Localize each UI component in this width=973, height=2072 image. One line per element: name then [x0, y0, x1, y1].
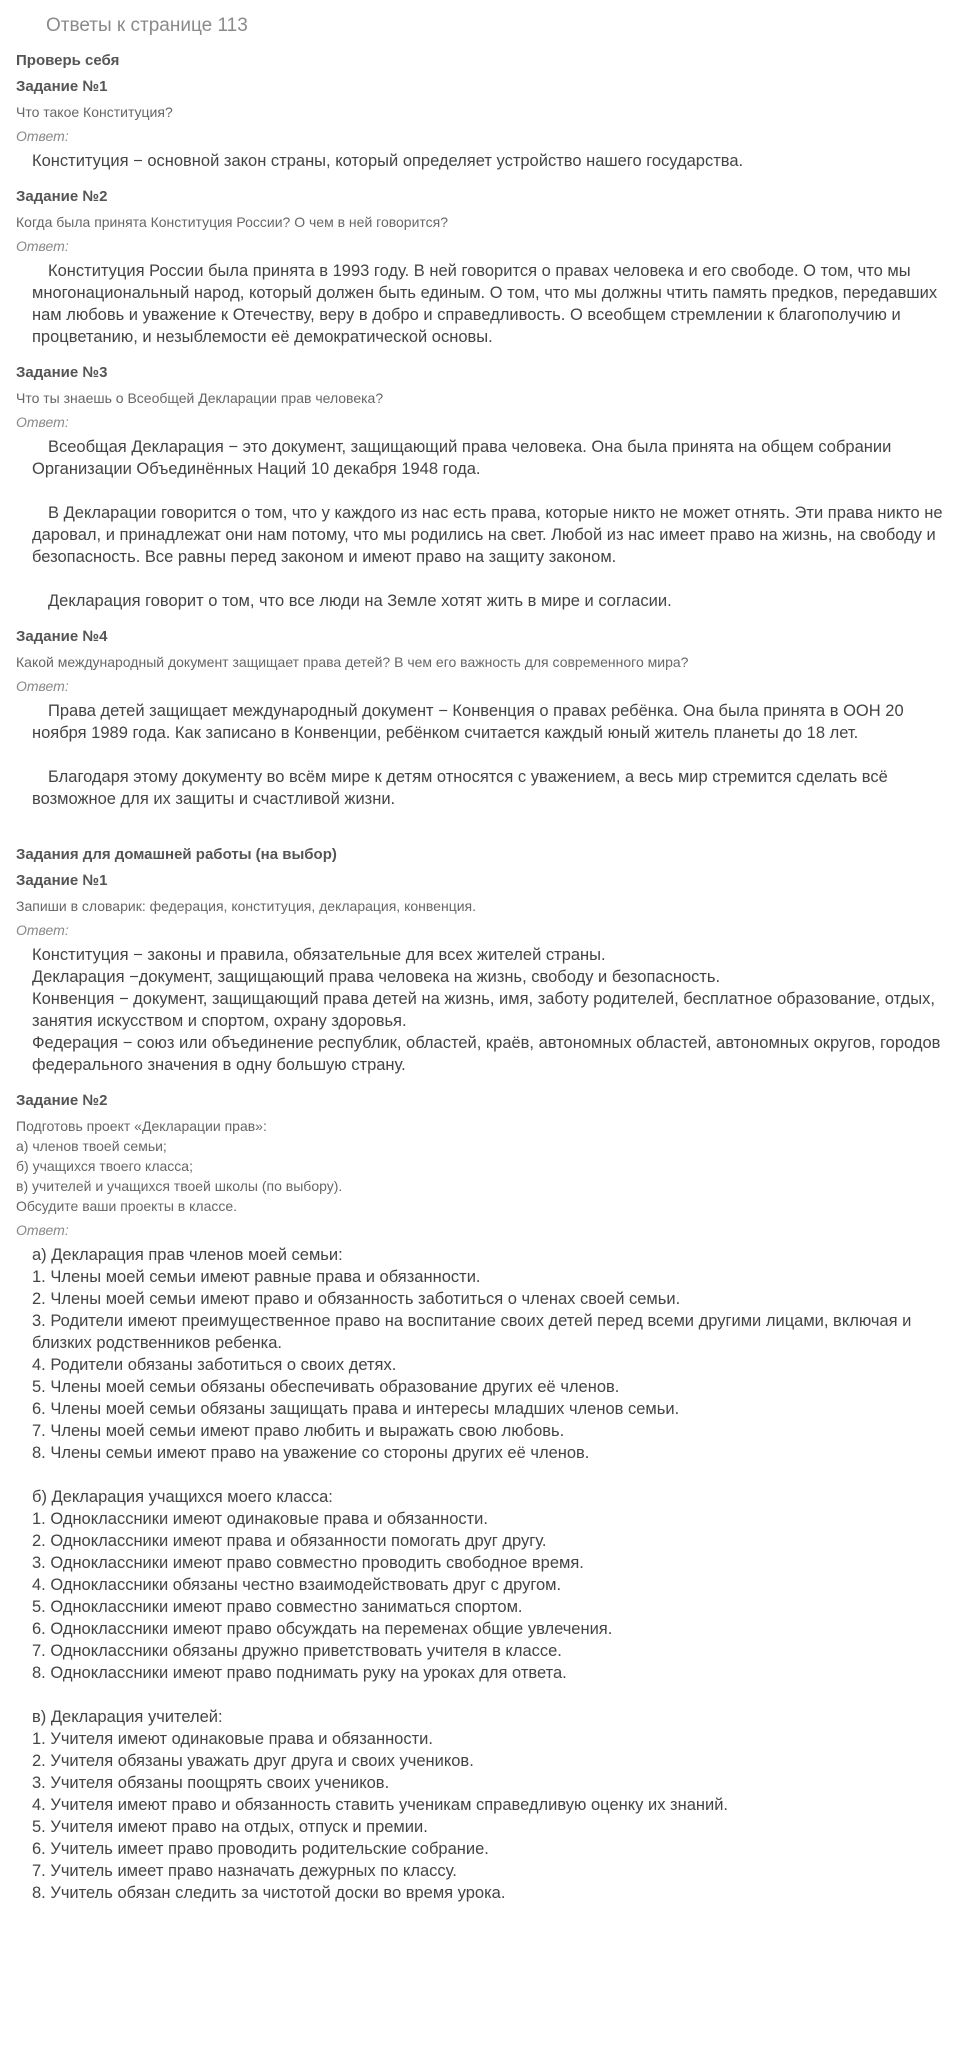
task-block — [16, 870, 957, 1076]
answer-paragraph: Благодаря этому документу во всём мире к детям относятся с уважением, а весь мир стремится сделать всё возможное для их защиты и счастливой жизни. — [32, 768, 888, 808]
declaration-item: 2. Одноклассники имеют права и обязанности помогать друг другу. — [32, 1532, 547, 1550]
declaration-item: 4. Родители обязаны заботиться о своих детях. — [32, 1356, 397, 1374]
task-title: Задание №1 — [16, 78, 108, 95]
declaration-item: 3. Учителя обязаны поощрять своих учеников. — [32, 1774, 390, 1792]
task-block — [16, 362, 957, 612]
task-block — [16, 186, 957, 348]
declaration-item: 3. Одноклассники имеют право совместно проводить свободное время. — [32, 1554, 584, 1572]
definition-line: Конституция − законы и правила, обязательные для всех жителей страны. — [32, 946, 606, 964]
task-title: Задание №2 — [16, 188, 108, 205]
declaration-item: 1. Учителя имеют одинаковые права и обязанности. — [32, 1730, 433, 1748]
definition-line: Федерация − союз или объединение республик, областей, краёв, автономных областей, автономных округов, городов федерального значения в одну большую страну. — [32, 1034, 941, 1074]
answer-paragraph: Декларация говорит о том, что все люди на Земле хотят жить в мире и согласии. — [48, 592, 672, 610]
answer-paragraph: В Декларации говорится о том, что у каждого из нас есть права, которые никто не может отнять. Эти права никто не даровал, и принадлежат они нам потому, что мы родились на свет. Любой из нас имеет право на жизнь, на свободу и безопасность. Все равны перед законом и имеют право на защиту законом. — [32, 504, 943, 566]
answer-text — [16, 944, 957, 1076]
task-title: Задание №4 — [16, 628, 108, 645]
task-question: Когда была принята Конституция России? О чем в ней говорится? — [16, 214, 449, 230]
question-line: б) учащихся твоего класса; — [16, 1158, 193, 1174]
declaration-item: 8. Одноклассники имеют право поднимать руку на уроках для ответа. — [32, 1664, 567, 1682]
definition-line: Декларация −документ, защищающий права человека на жизнь, свободу и безопасность. — [32, 968, 721, 986]
declaration-item: 8. Члены семьи имеют право на уважение со стороны других её членов. — [32, 1444, 590, 1462]
answer-label: Ответ: — [16, 414, 69, 430]
declaration-item: 1. Члены моей семьи имеют равные права и обязанности. — [32, 1268, 481, 1286]
declaration-item: 8. Учитель обязан следить за чистотой доски во время урока. — [32, 1884, 506, 1902]
question-line: Подготовь проект «Декларации прав»: — [16, 1118, 267, 1134]
task-block — [16, 626, 957, 810]
task-question: Какой международный документ защищает права детей? В чем его важность для современного мира? — [16, 654, 689, 670]
task-title: Задание №3 — [16, 364, 108, 381]
task-block — [16, 1090, 957, 1904]
section-title-homework: Задания для домашней работы (на выбор) — [16, 846, 337, 863]
declaration-item: 6. Учитель имеет право проводить родительские собрание. — [32, 1840, 489, 1858]
declaration-item: 5. Одноклассники имеют право совместно заниматься спортом. — [32, 1598, 523, 1616]
task-title: Задание №2 — [16, 1092, 108, 1109]
answer-paragraph: Всеобщая Декларация − это документ, защищающий права человека. Она была принята на общем собрании Организации Объединённых Наций 10 декабря 1948 года. — [32, 438, 892, 478]
page-title: Ответы к странице 113 — [46, 15, 248, 36]
answer-label: Ответ: — [16, 1222, 69, 1238]
section-title-check-yourself: Проверь себя — [16, 52, 120, 69]
task-question: Что такое Конституция? — [16, 104, 173, 120]
declaration-item: 6. Члены моей семьи обязаны защищать права и интересы младших членов семьи. — [32, 1400, 680, 1418]
task-question: Запиши в словарик: федерация, конституция, декларация, конвенция. — [16, 898, 476, 914]
declaration-heading: б) Декларация учащихся моего класса: — [32, 1488, 333, 1506]
task-title: Задание №1 — [16, 872, 108, 889]
answer-label: Ответ: — [16, 678, 69, 694]
declaration-item: 7. Члены моей семьи имеют право любить и выражать свою любовь. — [32, 1422, 565, 1440]
declaration-item: 2. Члены моей семьи имеют право и обязанность заботиться о членах своей семьи. — [32, 1290, 681, 1308]
question-line: а) членов твоей семьи; — [16, 1138, 167, 1154]
declaration-item: 5. Члены моей семьи обязаны обеспечивать образование других её членов. — [32, 1378, 620, 1396]
declaration-item: 4. Одноклассники обязаны честно взаимодействовать друг с другом. — [32, 1576, 562, 1594]
answer-paragraph: Права детей защищает международный документ − Конвенция о правах ребёнка. Она была принята в ООН 20 ноября 1989 года. Как записано в Конвенции, ребёнком считается каждый юный житель планеты до 18 лет. — [32, 702, 904, 742]
declaration-item: 1. Одноклассники имеют одинаковые права и обязанности. — [32, 1510, 488, 1528]
answer-text — [16, 1244, 957, 1904]
question-line: в) учителей и учащихся твоей школы (по выбору). — [16, 1178, 343, 1194]
declaration-item: 2. Учителя обязаны уважать друг друга и своих учеников. — [32, 1752, 474, 1770]
answer-text — [16, 260, 957, 348]
declaration-item: 7. Учитель имеет право назначать дежурных по классу. — [32, 1862, 457, 1880]
answer-paragraph: Конституция России была принята в 1993 году. В ней говорится о правах человека и его свободе. О том, что мы многонациональный народ, который должен быть единым. О том, что мы должны чтить память предков, передавших нам любовь и уважение к Отечеству, веру в добро и справедливость. О всеобщем стремлении к благополучию и процветанию, и незыблемости её демократической основы. — [32, 262, 938, 346]
declaration-heading: а) Декларация прав членов моей семьи: — [32, 1246, 343, 1264]
question-line: Обсудите ваши проекты в классе. — [16, 1198, 238, 1214]
declaration-item: 4. Учителя имеют право и обязанность ставить ученикам справедливую оценку их знаний. — [32, 1796, 729, 1814]
task-question: Что ты знаешь о Всеобщей Декларации прав человека? — [16, 390, 384, 406]
answer-label: Ответ: — [16, 922, 69, 938]
answer-label: Ответ: — [16, 128, 69, 144]
task-question — [16, 1116, 957, 1216]
answer-text — [16, 436, 957, 612]
definition-line: Конвенция − документ, защищающий права детей на жизнь, имя, заботу родителей, бесплатное образование, отдых, занятия искусством и спортом, охрану здоровья. — [32, 990, 935, 1030]
answer-text — [16, 150, 957, 172]
answer-label: Ответ: — [16, 238, 69, 254]
declaration-heading: в) Декларация учителей: — [32, 1708, 223, 1726]
declaration-item: 7. Одноклассники обязаны дружно приветствовать учителя в классе. — [32, 1642, 562, 1660]
answer-text — [16, 700, 957, 810]
declaration-item: 6. Одноклассники имеют право обсуждать на переменах общие увлечения. — [32, 1620, 613, 1638]
answer-paragraph: Конституция − основной закон страны, который определяет устройство нашего государства. — [32, 152, 744, 170]
declaration-item: 3. Родители имеют преимущественное право на воспитание своих детей перед всеми другими лицами, включая и близких родственников ребенка. — [32, 1312, 912, 1352]
declaration-item: 5. Учителя имеют право на отдых, отпуск и премии. — [32, 1818, 428, 1836]
task-block — [16, 76, 957, 172]
